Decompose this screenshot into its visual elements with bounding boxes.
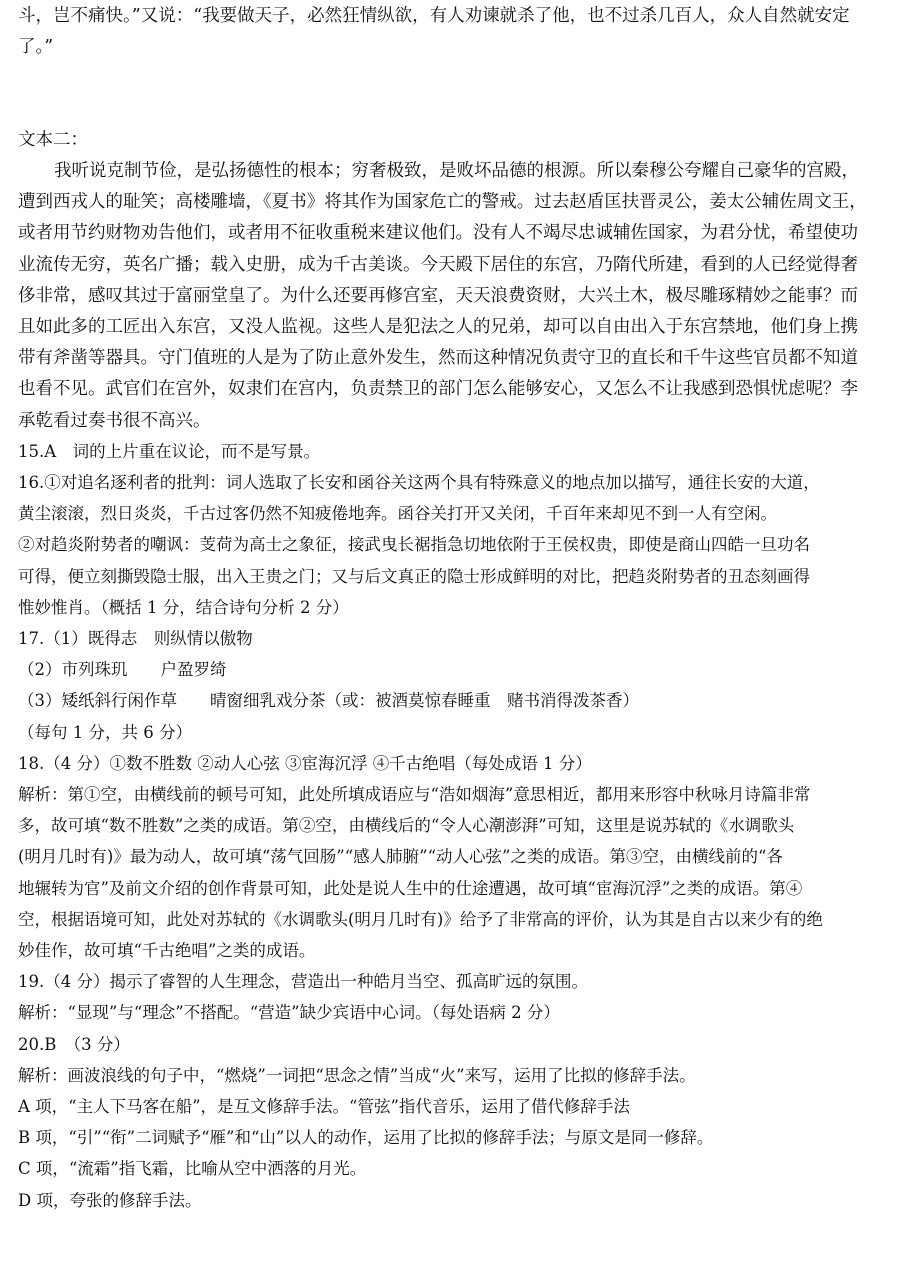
text-line: 地辗转为官”及前文介绍的创作背景可知，此处是说人生中的仕途遭遇，故可填“宦海沉浮”之类的成语。第④: [18, 879, 803, 898]
text-line: 可得，便立刻撕毁隐士服，出入王贵之门；又与后文真正的隐士形成鲜明的对比，把趋炎附势者的丑态刻画得: [18, 567, 810, 586]
answer-18: 18.（4 分）①数不胜数 ②动人心弦 ③宦海沉浮 ④千古绝唱（每处成语 1 分）: [18, 754, 592, 773]
text-line: 承乾看过奏书很不高兴。: [18, 411, 211, 431]
text-line: 也看不见。武官们在宫外，奴隶们在宫内，负责禁卫的部门怎么能够安心，又怎么不让我感到恐惧忧虑呢？李: [18, 379, 858, 399]
section-heading: 文本二：: [18, 130, 88, 150]
text-line: D 项，夸张的修辞手法。: [18, 1191, 202, 1210]
answer-16: 16.①对追名逐利者的批判：词人选取了长安和函谷关这两个具有特殊意义的地点加以描写，通往长安的大道，: [18, 473, 820, 492]
text-line: 妙佳作，故可填“千古绝唱”之类的成语。: [18, 941, 316, 960]
text-line: 带有斧凿等器具。守门值班的人是为了防止意外发生，然而这种情况负责守卫的直长和千牛这些官员都不知道: [18, 348, 858, 368]
text-line: 惟妙惟肖。（概括 1 分，结合诗句分析 2 分）: [18, 598, 349, 617]
text-line: 解析：“显现”与“理念”不搭配。“营造”缺少宾语中心词。（每处语病 2 分）: [18, 1003, 560, 1022]
answer-19: 19.（4 分）揭示了睿智的人生理念，营造出一种皓月当空、孤高旷远的氛围。: [18, 972, 588, 991]
text-line: （每句 1 分，共 6 分）: [18, 723, 192, 742]
text-line: 斗，岂不痛快。”又说：“我要做天子，必然狂情纵欲，有人劝谏就杀了他，也不过杀几百人，众人自然就安定: [18, 6, 850, 26]
text-line: 了。”: [18, 37, 54, 57]
text-line: 或者用节约财物劝告他们，或者用不征收重税来建议他们。没有人不竭尽忠诚辅佐国家，为君分忧，希望使功: [18, 223, 858, 243]
text-line: (明月几时有)》最为动人，故可填“荡气回肠”“感人肺腑”“动人心弦”之类的成语。第③空，由横线前的“各: [18, 847, 783, 866]
answer-15: 15.A 词的上片重在议论，而不是写景。: [18, 442, 321, 461]
answer-17: 17.（1）既得志 则纵情以傲物: [18, 629, 253, 648]
text-line: 解析：画波浪线的句子中，“燃烧”一词把“思念之情”当成“火”来写，运用了比拟的修辞手法。: [18, 1066, 696, 1085]
text-line: 侈非常，感叹其过于富丽堂皇了。为什么还要再修宫室，天天浪费资财，大兴土木，极尽雕琢精妙之能事？而: [18, 286, 858, 306]
text-line: 黄尘滚滚，烈日炎炎，千古过客仍然不知疲倦地奔。函谷关打开又关闭，千百年来却见不到一人有空闲。: [18, 504, 777, 523]
text-line: 多，故可填“数不胜数”之类的成语。第②空，由横线后的“令人心潮澎湃”可知，这里是说苏轼的《水调歌头: [18, 816, 795, 835]
text-line: A 项，“主人下马客在船”，是互文修辞手法。“管弦”指代音乐，运用了借代修辞手法: [18, 1097, 630, 1116]
answer-20: 20.B （3 分）: [18, 1035, 130, 1054]
text-line: 解析：第①空，由横线前的顿号可知，此处所填成语应与“浩如烟海”意思相近，都用来形容中秋咏月诗篇非常: [18, 785, 811, 804]
text-line: 业流传无穷，英名广播；载入史册，成为千古美谈。今天殿下居住的东宫，乃隋代所建，看到的人已经觉得奢: [18, 255, 858, 275]
text-line: （2）市列珠玑 户盈罗绮: [18, 660, 227, 679]
text-line: B 项，“引”“衔”二词赋予“雁”和“山”以人的动作，运用了比拟的修辞手法；与原文是同一修辞。: [18, 1128, 714, 1147]
text-line: （3）矮纸斜行闲作草 晴窗细乳戏分茶（或：被酒莫惊春睡重 赌书消得泼茶香）: [18, 691, 639, 710]
text-line: ②对趋炎附势者的嘲讽：芰荷为高士之象征，接武曳长裾指急切地依附于王侯权贵，即使是商山四皓一旦功名: [18, 535, 810, 554]
text-line: 遭到西戎人的耻笑；高楼雕墙，《夏书》将其作为国家危亡的警戒。过去赵盾匡扶晋灵公，姜太公辅佐周文王，: [18, 192, 867, 212]
text-line: 且如此多的工匠出入东宫，又没人监视。这些人是犯法之人的兄弟，却可以自由出入于东宫禁地，他们身上携: [18, 317, 858, 337]
text-line: 空，根据语境可知，此处对苏轼的《水调歌头(明月几时有)》给予了非常高的评价，认为其是自古以来少有的绝: [18, 910, 823, 929]
text-line: 我听说克制节俭，是弘扬德性的根本；穷奢极致，是败坏品德的根源。所以秦穆公夸耀自己豪华的宫殿，: [54, 161, 859, 181]
text-line: C 项，“流霜”指飞霜，比喻从空中洒落的月光。: [18, 1159, 367, 1178]
